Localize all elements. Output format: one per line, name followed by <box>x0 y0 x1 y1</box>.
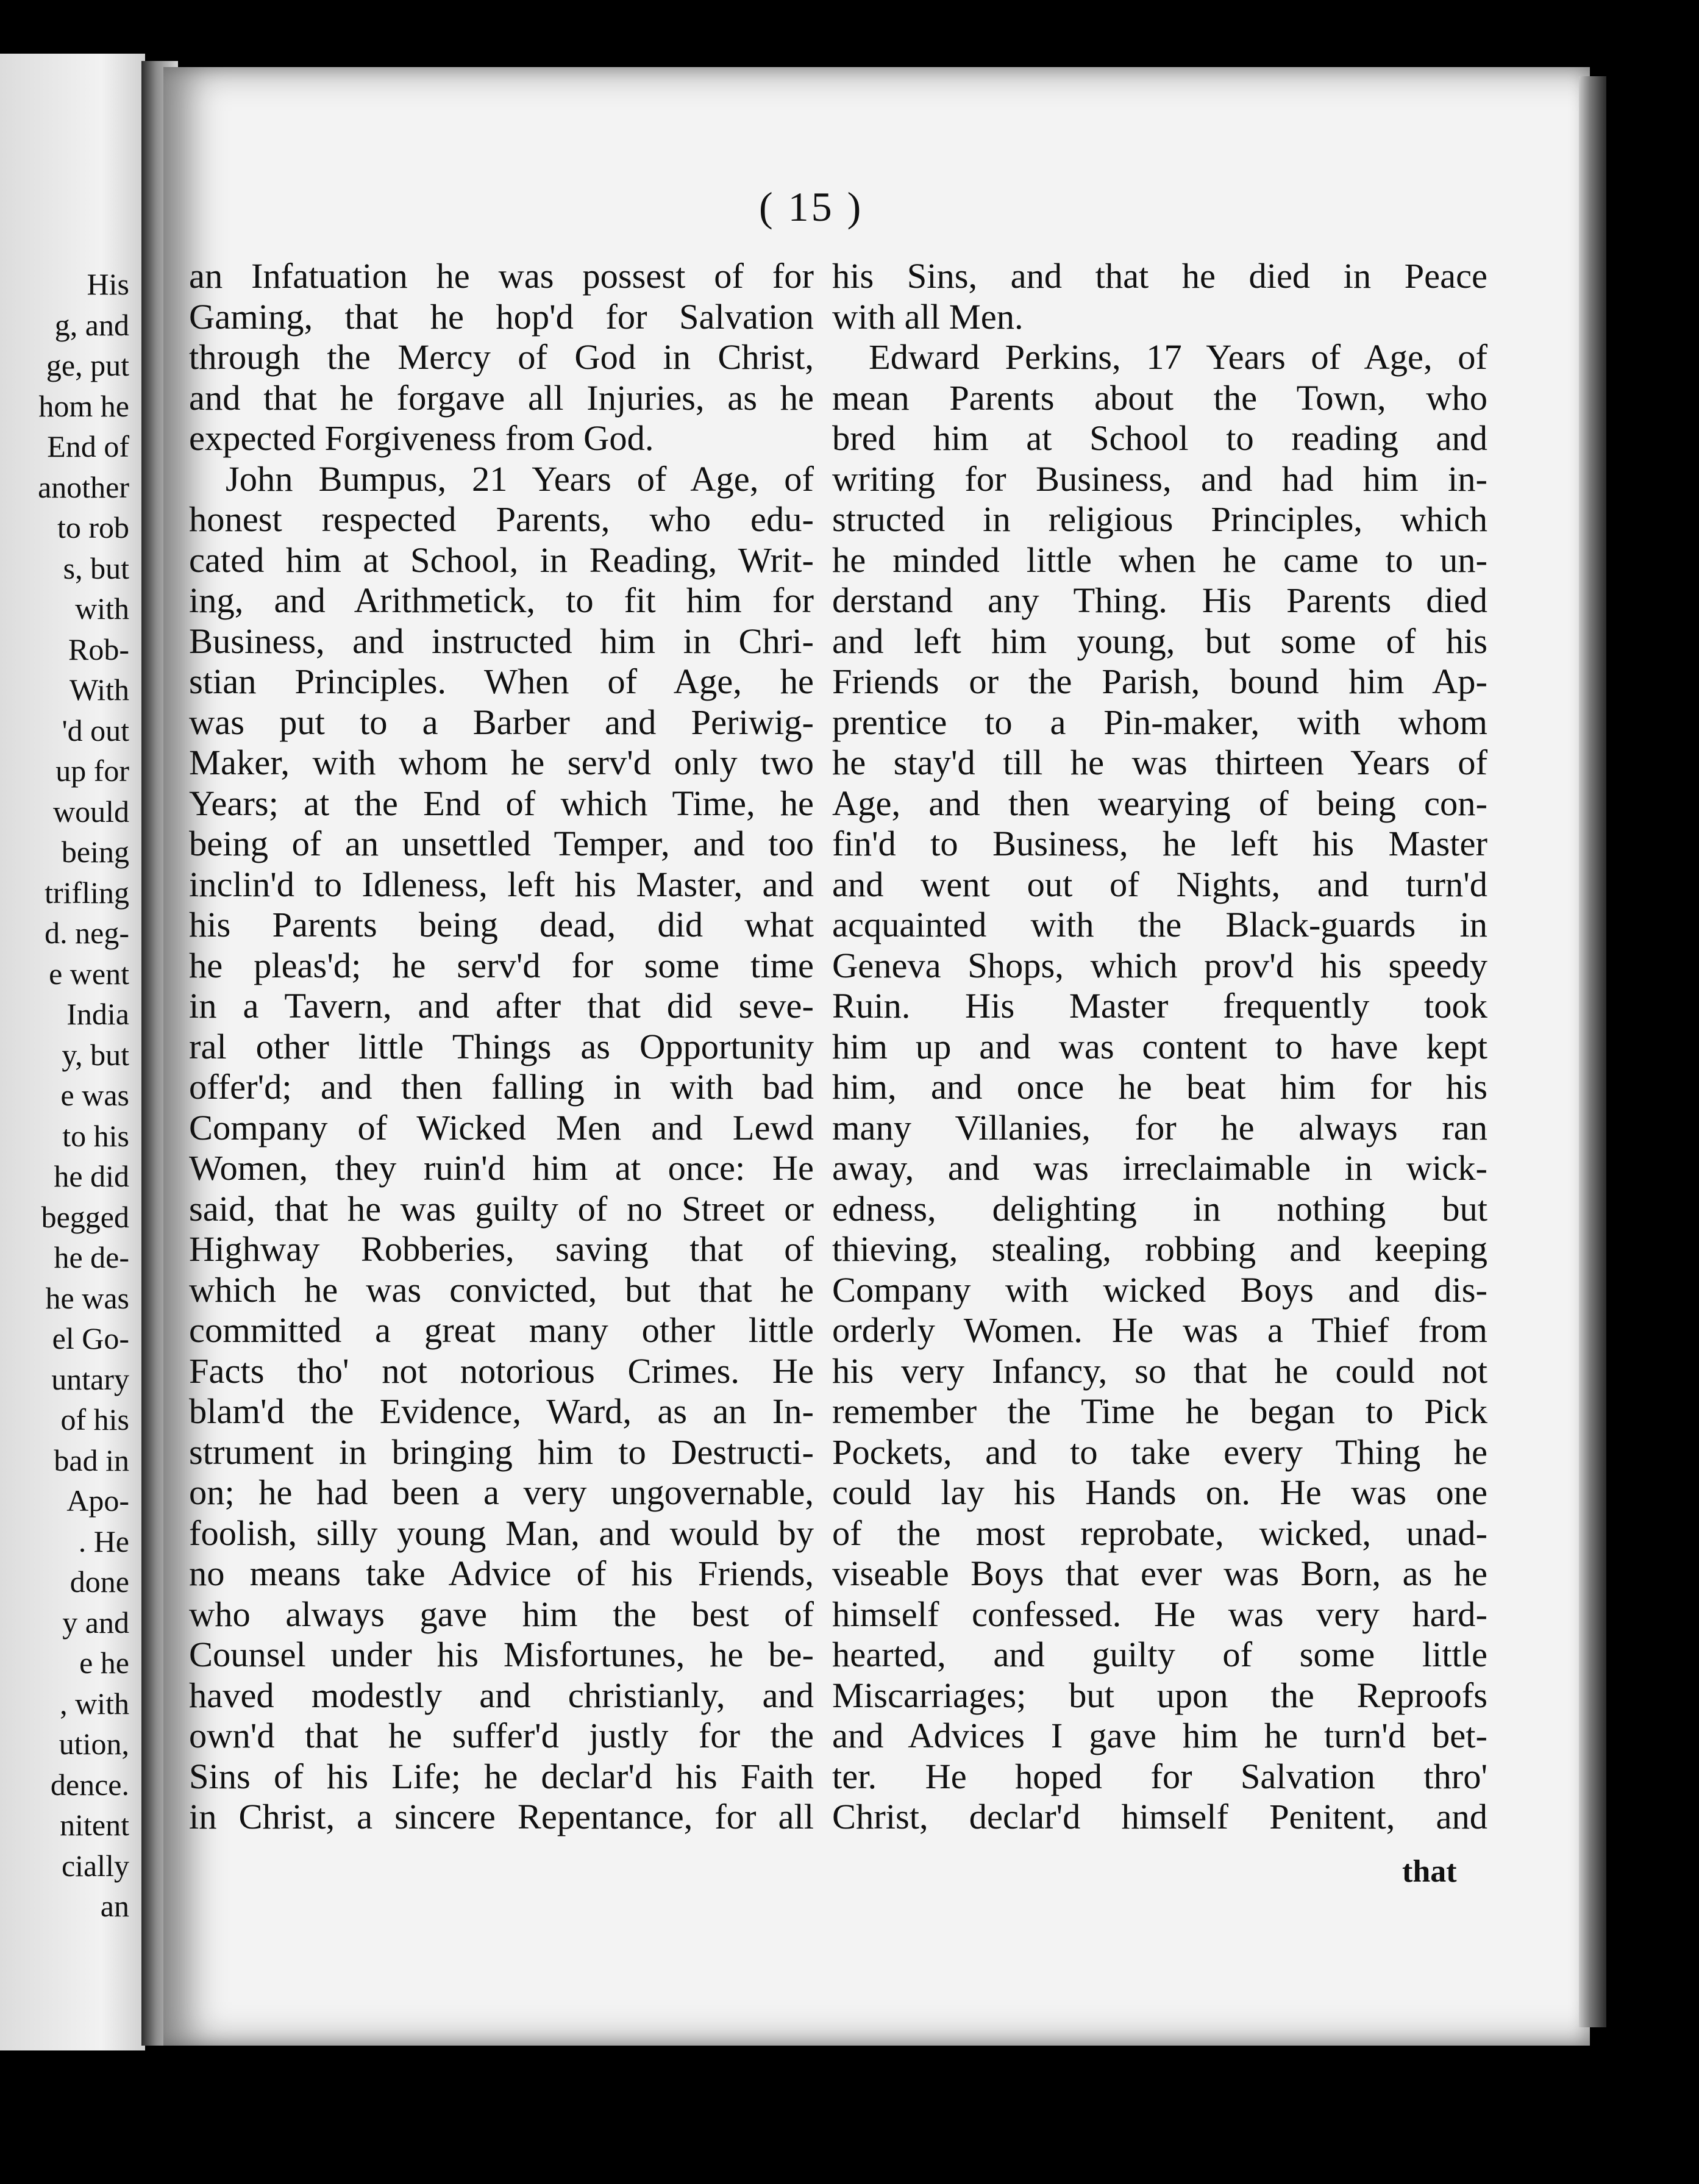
text-line: he minded little when he came to un- <box>832 540 1487 580</box>
left-fragment-line: he did <box>54 1159 129 1193</box>
text-line: of the most reprobate, wicked, unad- <box>832 1513 1487 1553</box>
left-fragment-line: , with <box>60 1686 129 1721</box>
text-line: hearted, and guilty of some little <box>832 1635 1487 1674</box>
left-fragment-line: untary <box>51 1361 129 1396</box>
left-fragment-line: up for <box>55 754 129 788</box>
text-line: Years; at the End of which Time, he <box>189 783 814 823</box>
text-line: own'd that he suffer'd justly for the <box>189 1716 814 1755</box>
left-fragment-line: done <box>69 1565 129 1599</box>
text-line: himself confessed. He was very hard- <box>832 1594 1487 1634</box>
text-line: offer'd; and then falling in with bad <box>189 1067 814 1107</box>
text-line: an Infatuation he was possest of for <box>189 256 814 296</box>
left-fragment-line: el Go- <box>52 1321 129 1355</box>
left-fragment-line: with <box>75 591 129 626</box>
text-line: derstand any Thing. His Parents died <box>832 580 1487 620</box>
text-line: which he was convicted, but that he <box>189 1269 814 1310</box>
left-fragment-line: begged <box>41 1199 129 1234</box>
left-fragment-line: . He <box>78 1524 129 1558</box>
left-fragment-line: With <box>69 673 129 707</box>
text-line: fin'd to Business, he left his Master <box>832 824 1487 863</box>
left-fragment-line: bad in <box>54 1443 129 1477</box>
text-line: orderly Women. He was a Thief from <box>832 1310 1487 1350</box>
text-line: him up and was content to have kept <box>832 1026 1487 1066</box>
left-fragment-line: dence. <box>50 1767 129 1802</box>
text-line: Edward Perkins, 17 Years of Age, of <box>869 337 1487 377</box>
left-fragment-line: would <box>53 794 129 829</box>
left-fragment-line: Apo- <box>66 1483 129 1518</box>
left-fragment-line: an <box>100 1889 129 1923</box>
text-line: remember the Time he began to Pick <box>832 1391 1487 1431</box>
left-fragment-line: he was <box>45 1280 129 1315</box>
left-fragment-line: of his <box>60 1402 129 1436</box>
left-page <box>0 54 145 2050</box>
text-line: writing for Business, and had him in- <box>832 459 1487 499</box>
text-line: structed in religious Principles, which <box>832 499 1487 539</box>
text-line: said, that he was guilty of no Street or <box>189 1188 814 1229</box>
text-line: was put to a Barber and Periwig- <box>189 702 814 742</box>
text-line: Geneva Shops, which prov'd his speedy <box>832 945 1487 985</box>
left-fragment-line: ge, put <box>46 348 129 382</box>
left-fragment-line: d. neg- <box>45 916 129 950</box>
text-line: foolish, silly young Man, and would by <box>189 1513 814 1553</box>
left-fragment-line: y and <box>62 1605 129 1640</box>
text-line: viseable Boys that ever was Born, as he <box>832 1554 1487 1593</box>
text-line: Maker, with whom he serv'd only two <box>189 743 814 782</box>
left-fragment-line: cially <box>61 1848 129 1883</box>
text-line: his Parents being dead, did what <box>189 905 814 944</box>
text-column-right <box>832 256 1487 1838</box>
left-fragment-line: 'd out <box>62 713 129 748</box>
text-line: him, and once he beat him for his <box>832 1067 1487 1107</box>
text-line: and left him young, but some of his <box>832 621 1487 661</box>
text-line: Gaming, that he hop'd for Salvation <box>189 296 814 337</box>
left-fragment-line: His <box>87 267 129 301</box>
text-line: on; he had been a very ungovernable, <box>189 1472 814 1512</box>
text-line: through the Mercy of God in Christ, <box>189 337 814 377</box>
text-line: away, and was irreclaimable in wick- <box>832 1148 1487 1188</box>
text-line: Christ, declar'd himself Penitent, and <box>832 1797 1487 1836</box>
text-line: acquainted with the Black-guards in <box>832 905 1487 944</box>
text-line: strument in bringing him to Destructi- <box>189 1432 814 1472</box>
text-line: Counsel under his Misfortunes, he be- <box>189 1635 814 1674</box>
text-line: ing, and Arithmetick, to fit him for <box>189 580 814 620</box>
text-line: ral other little Things as Opportunity <box>189 1026 814 1066</box>
left-fragment-line: g, and <box>54 307 129 342</box>
text-line: being of an unsettled Temper, and too <box>189 824 814 863</box>
text-line: he pleas'd; he serv'd for some time <box>189 945 814 985</box>
left-fragment-line: e he <box>79 1646 129 1680</box>
text-line: Sins of his Life; he declar'd his Faith <box>189 1756 814 1796</box>
left-fragment-line: s, but <box>63 551 129 585</box>
left-fragment-line: India <box>66 997 129 1031</box>
text-line: blam'd the Evidence, Ward, as an In- <box>189 1391 814 1431</box>
text-line: he stay'd till he was thirteen Years of <box>832 743 1487 782</box>
text-line: could lay his Hands on. He was one <box>832 1472 1487 1512</box>
text-line: Pockets, and to take every Thing he <box>832 1432 1487 1472</box>
left-fragment-line: being <box>61 835 129 869</box>
text-line: honest respected Parents, who edu- <box>189 499 814 539</box>
text-line: Business, and instructed him in Chri- <box>189 621 814 661</box>
text-line: Company with wicked Boys and dis- <box>832 1269 1487 1310</box>
page-number: ( 15 ) <box>759 184 864 230</box>
text-line: Miscarriages; but upon the Reproofs <box>832 1675 1487 1715</box>
left-fragment-line: to his <box>62 1118 129 1153</box>
text-line: Company of Wicked Men and Lewd <box>189 1107 814 1147</box>
text-line: mean Parents about the Town, who <box>832 377 1487 418</box>
text-line: committed a great many other little <box>189 1310 814 1350</box>
text-line: stian Principles. When of Age, he <box>189 662 814 701</box>
text-line: in a Tavern, and after that did seve- <box>189 986 814 1026</box>
text-line: his very Infancy, so that he could not <box>832 1351 1487 1391</box>
text-line: ter. He hoped for Salvation thro' <box>832 1756 1487 1796</box>
left-page-text-fragment <box>38 264 129 1927</box>
left-fragment-line: End of <box>47 429 129 463</box>
text-line: his Sins, and that he died in Peace <box>832 256 1487 296</box>
text-line: many Villanies, for he always ran <box>832 1107 1487 1147</box>
text-line: and that he forgave all Injuries, as he <box>189 377 814 418</box>
catchword: that <box>1402 1854 1457 1889</box>
left-fragment-line: e went <box>49 956 129 991</box>
text-line: Friends or the Parish, bound him Ap- <box>832 662 1487 701</box>
text-line: who always gave him the best of <box>189 1594 814 1634</box>
text-line: inclin'd to Idleness, left his Master, and <box>189 864 814 904</box>
text-line: Age, and then wearying of being con- <box>832 783 1487 823</box>
text-line: Facts tho' not notorious Crimes. He <box>189 1351 814 1391</box>
left-fragment-line: Rob- <box>68 632 129 666</box>
text-line: with all Men. <box>832 296 1024 337</box>
left-fragment-line: nitent <box>60 1808 129 1842</box>
left-fragment-line: hom he <box>38 388 129 423</box>
text-line: no means take Advice of his Friends, <box>189 1554 814 1593</box>
text-line: Ruin. His Master frequently took <box>832 986 1487 1026</box>
text-line: prentice to a Pin-maker, with whom <box>832 702 1487 742</box>
page-edge <box>1579 76 1606 2027</box>
text-line: bred him at School to reading and <box>832 418 1487 458</box>
text-line: Women, they ruin'd him at once: He <box>189 1148 814 1188</box>
text-line: and went out of Nights, and turn'd <box>832 864 1487 904</box>
left-fragment-line: y, but <box>62 1037 129 1072</box>
text-line: haved modestly and christianly, and <box>189 1675 814 1715</box>
left-fragment-line: to rob <box>57 510 129 544</box>
left-fragment-line: trifling <box>45 875 129 910</box>
text-column-left <box>189 256 814 1838</box>
text-line: Highway Robberies, saving that of <box>189 1229 814 1269</box>
left-fragment-line: e was <box>60 1078 129 1112</box>
text-line: thieving, stealing, robbing and keeping <box>832 1229 1487 1269</box>
text-line: John Bumpus, 21 Years of Age, of <box>226 459 814 499</box>
text-line: in Christ, a sincere Repentance, for all <box>189 1797 814 1836</box>
text-line: and Advices I gave him he turn'd bet- <box>832 1716 1487 1755</box>
text-line: cated him at School, in Reading, Writ- <box>189 540 814 580</box>
text-line: edness, delighting in nothing but <box>832 1188 1487 1229</box>
text-line: expected Forgiveness from God. <box>189 418 654 458</box>
left-fragment-line: another <box>38 469 129 504</box>
left-fragment-line: ution, <box>59 1727 129 1761</box>
left-fragment-line: he de- <box>54 1240 129 1274</box>
